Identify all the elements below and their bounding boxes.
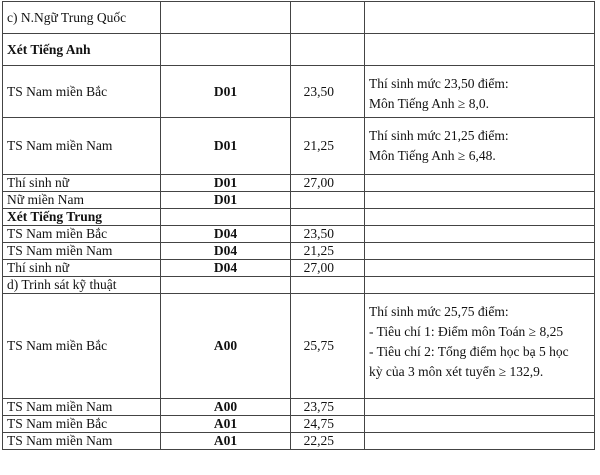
table-row [3,243,595,260]
subject-block-code-cell: D01 [161,175,291,192]
subject-block-code-cell: D01 [161,66,291,118]
note-line: Thí sinh mức 21,25 điểm: [369,128,509,143]
cutoff-score-cell: 23,50 [291,226,365,243]
cutoff-score-cell: 23,50 [291,66,365,118]
note-cell [365,175,595,192]
note-cell [365,2,595,34]
cutoff-score-cell [291,209,365,226]
cutoff-score-cell: 22,25 [291,433,365,450]
table-row [3,192,595,209]
subject-block-code-cell: D04 [161,226,291,243]
cutoff-score-cell: 21,25 [291,243,365,260]
table-row [3,260,595,277]
table-row [3,294,595,399]
subject-block-code-cell [161,34,291,66]
table-row [3,433,595,450]
note-cell [365,433,595,450]
note-cell [365,243,595,260]
table-row [3,416,595,433]
candidate-group-cell: TS Nam miền Bắc [3,226,161,243]
note-cell [365,416,595,433]
subject-block-code-cell [161,2,291,34]
candidate-group-cell: Thí sinh nữ [3,175,161,192]
subject-block-code-cell: A01 [161,416,291,433]
note-cell [365,260,595,277]
table-body [3,2,595,450]
note-cell [365,118,595,175]
table-row [3,118,595,175]
section-row [3,34,595,66]
subject-block-code-cell: D01 [161,192,291,209]
note-cell [365,226,595,243]
candidate-group-cell: TS Nam miền Bắc [3,416,161,433]
candidate-group-cell: Thí sinh nữ [3,260,161,277]
candidate-group-cell: TS Nam miền Bắc [3,66,161,118]
note-cell [365,66,595,118]
table-row [3,399,595,416]
candidate-group-cell: TS Nam miền Nam [3,433,161,450]
note-line: - Tiêu chí 2: Tổng điểm học bạ 5 học [369,344,569,359]
note-cell [365,34,595,66]
cutoff-score-cell: 21,25 [291,118,365,175]
section-label: Xét Tiếng Trung [3,209,161,226]
candidate-group-cell: TS Nam miền Nam [3,243,161,260]
cutoff-score-cell: 23,75 [291,399,365,416]
table-row [3,226,595,243]
note-cell [365,399,595,416]
cutoff-score-cell: 27,00 [291,175,365,192]
subject-block-code-cell: D04 [161,260,291,277]
note-line: - Tiêu chí 1: Điểm môn Toán ≥ 8,25 [369,324,564,339]
note-cell [365,294,595,399]
cutoff-score-cell [291,192,365,209]
candidate-group-cell: TS Nam miền Bắc [3,294,161,399]
subject-block-code-cell: A00 [161,294,291,399]
table-row [3,175,595,192]
cutoff-score-cell [291,34,365,66]
subject-block-code-cell [161,277,291,294]
subject-block-code-cell: D01 [161,118,291,175]
section-row [3,2,595,34]
table-row [3,66,595,118]
note-line: kỳ của 3 môn xét tuyển ≥ 132,9. [369,364,544,379]
cutoff-score-cell [291,2,365,34]
cutoff-score-cell: 24,75 [291,416,365,433]
subject-block-code-cell: A01 [161,433,291,450]
note-line: Thí sinh mức 25,75 điểm: [369,304,509,319]
section-label: Xét Tiếng Anh [3,34,161,66]
admission-score-table [2,1,595,450]
section-row [3,277,595,294]
note-line: Môn Tiếng Anh ≥ 6,48. [369,148,496,163]
note-cell [365,209,595,226]
section-row [3,209,595,226]
section-label: c) N.Ngữ Trung Quốc [3,2,161,34]
cutoff-score-cell: 27,00 [291,260,365,277]
subject-block-code-cell: A00 [161,399,291,416]
note-cell [365,277,595,294]
candidate-group-cell: TS Nam miền Nam [3,399,161,416]
note-line: Môn Tiếng Anh ≥ 8,0. [369,96,489,111]
section-label: d) Trinh sát kỹ thuật [3,277,161,294]
cutoff-score-cell: 25,75 [291,294,365,399]
subject-block-code-cell: D04 [161,243,291,260]
candidate-group-cell: Nữ miền Nam [3,192,161,209]
cutoff-score-cell [291,277,365,294]
note-cell [365,192,595,209]
candidate-group-cell: TS Nam miền Nam [3,118,161,175]
note-line: Thí sinh mức 23,50 điểm: [369,76,509,91]
subject-block-code-cell [161,209,291,226]
